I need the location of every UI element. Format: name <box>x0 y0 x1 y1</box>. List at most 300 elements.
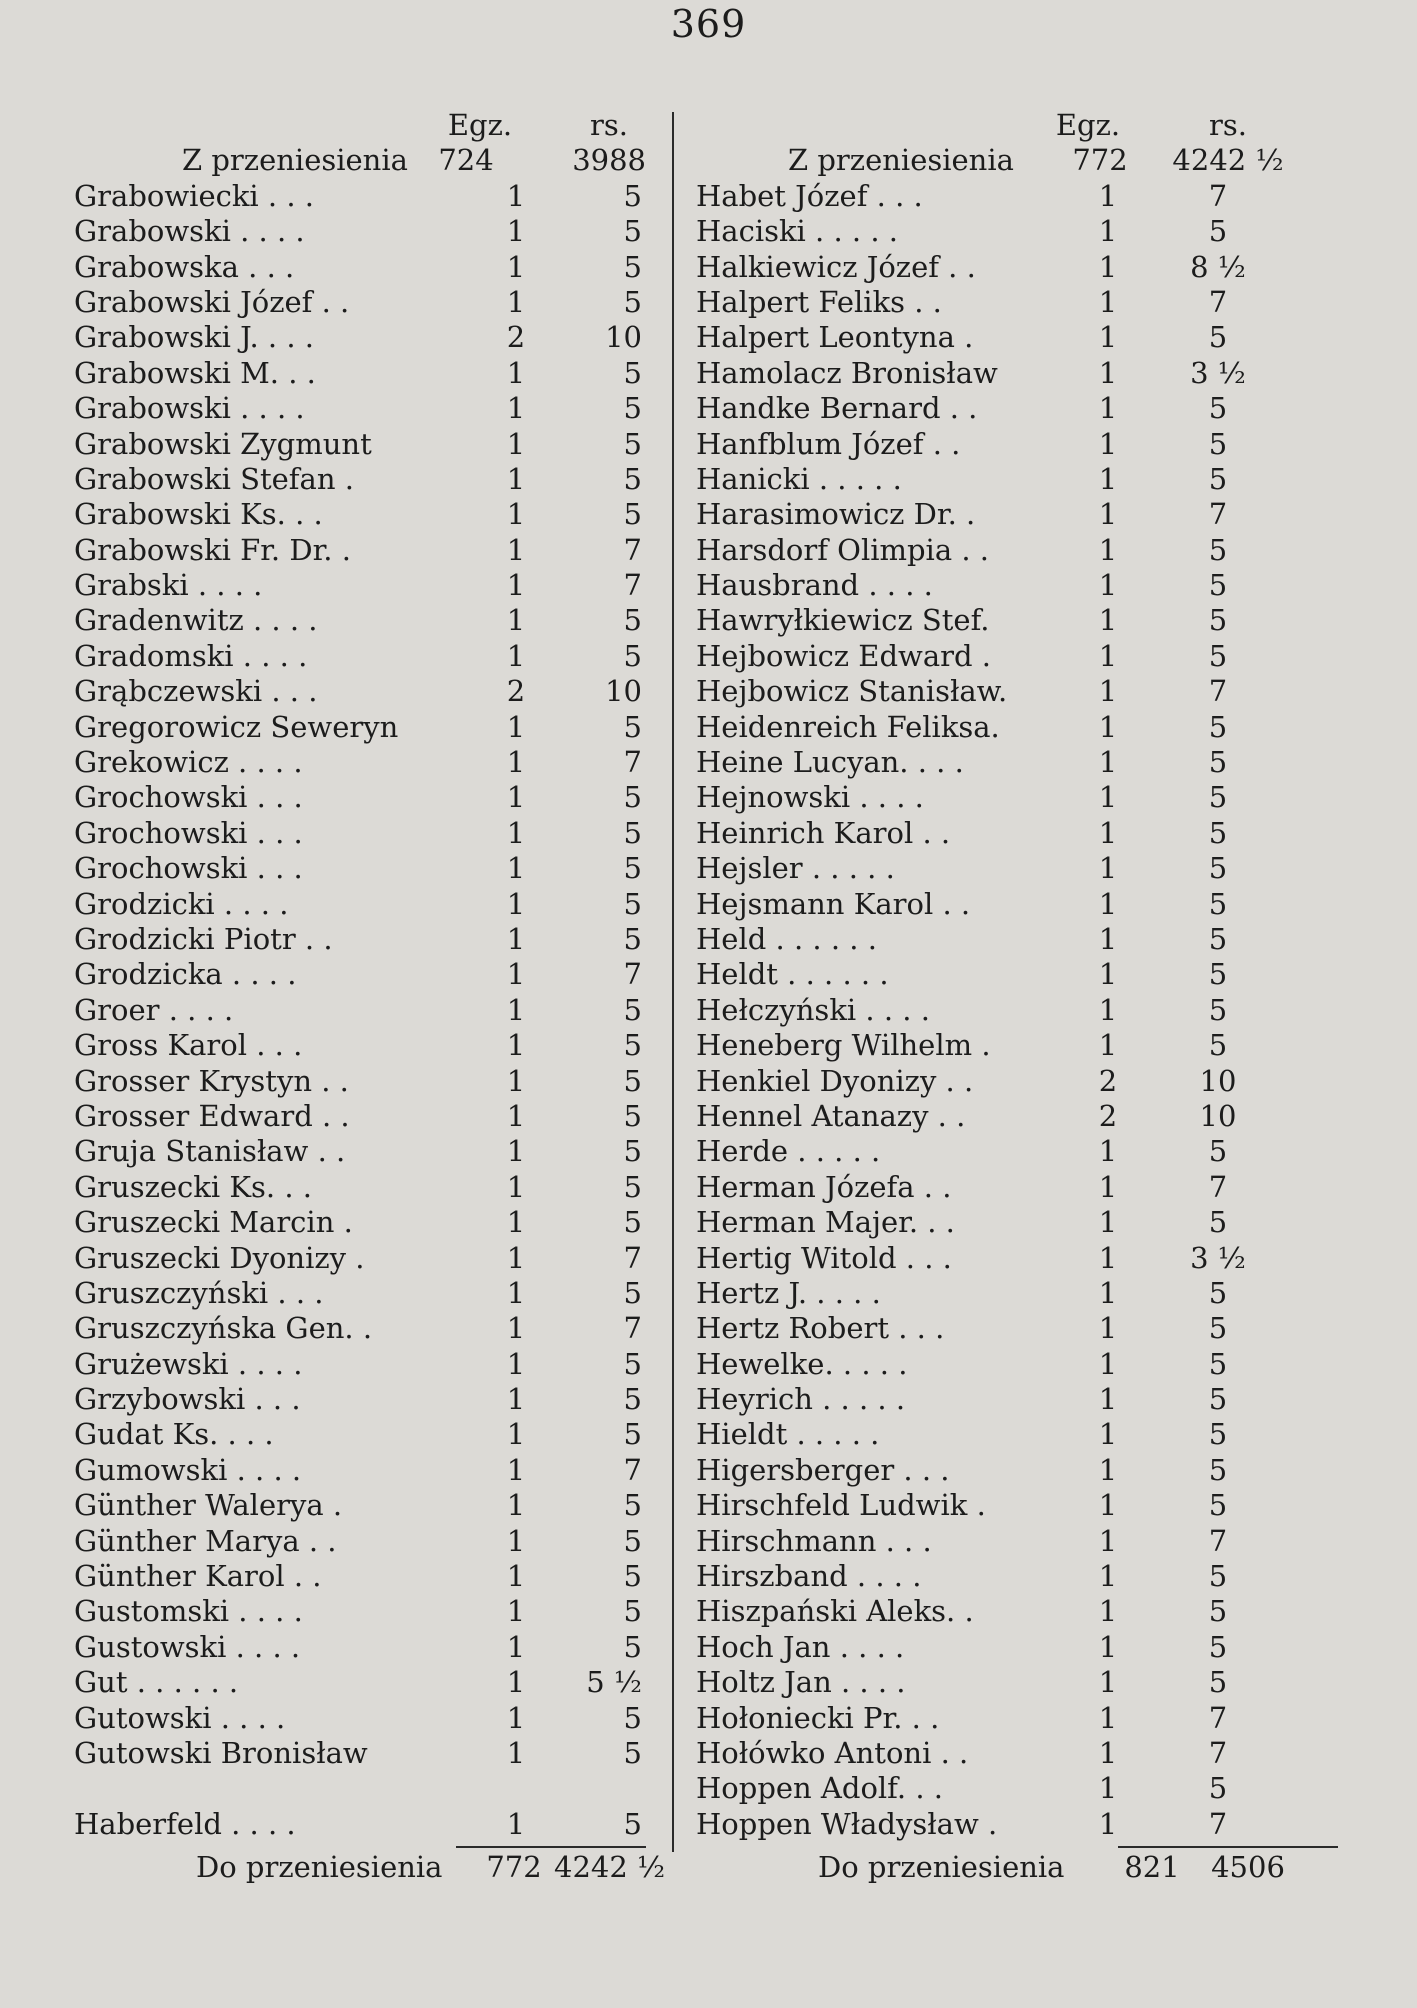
entry-rs: 7 <box>1208 178 1228 213</box>
list-item <box>66 1807 646 1842</box>
entry-rs: 5 <box>1208 1134 1228 1169</box>
entry-rs: 7 <box>623 568 642 603</box>
entry-rs: 7 <box>623 532 642 567</box>
entry-name: Grekowicz . . . . <box>74 745 303 780</box>
list-item <box>66 1665 646 1700</box>
entry-egz: 1 <box>1098 1665 1118 1700</box>
entry-egz: 1 <box>506 284 526 319</box>
list-item <box>66 285 646 320</box>
entry-egz: 1 <box>506 568 526 603</box>
entry-name: Grabowski Stefan . <box>74 461 354 496</box>
list-item <box>688 1311 1338 1346</box>
rs-heading: rs. <box>590 108 628 142</box>
entry-name: Gruja Stanisław . . <box>74 1134 346 1169</box>
entry-name: Hejbowicz Stanisław. <box>696 674 1008 709</box>
list-item <box>688 1807 1338 1842</box>
entry-rs: 10 <box>605 674 642 709</box>
entry-rs: 5 <box>1208 1417 1228 1452</box>
entry-name: Grabowski . . . . <box>74 391 305 426</box>
entry-rs: 7 <box>623 957 642 992</box>
entry-name: Grodzicki Piotr . . <box>74 921 333 956</box>
carry-out-label: Do przeniesienia <box>196 1850 443 1885</box>
entry-rs: 5 <box>1208 957 1228 992</box>
list-item <box>688 427 1338 462</box>
entry-rs: 10 <box>1199 1098 1237 1133</box>
list-item <box>66 1594 646 1629</box>
entry-name: Grabowska . . . <box>74 249 295 284</box>
entry-rs: 7 <box>623 1311 642 1346</box>
list-item <box>66 250 646 285</box>
entry-rs: 5 <box>623 1028 642 1063</box>
entry-name: Gruszczyńska Gen. . <box>74 1311 373 1346</box>
entry-rs: 7 <box>1208 1806 1228 1841</box>
list-item <box>688 639 1338 674</box>
entry-egz: 1 <box>1098 709 1118 744</box>
entry-name: Grabowski Zygmunt <box>74 426 372 461</box>
list-item <box>688 1099 1338 1134</box>
entry-rs: 5 <box>623 1346 642 1381</box>
entry-egz: 1 <box>506 1665 526 1700</box>
entry-rs: 5 <box>623 780 642 815</box>
entry-rs: 7 <box>1208 1169 1228 1204</box>
list-item <box>66 1630 646 1665</box>
entry-name: Hejsler . . . . . <box>696 851 895 886</box>
entry-egz: 1 <box>506 1275 526 1310</box>
entry-name: Gradenwitz . . . . <box>74 603 318 638</box>
entry-egz: 1 <box>506 886 526 921</box>
entry-rs: 5 <box>623 603 642 638</box>
entry-name: Habet Józef . . . <box>696 178 923 213</box>
column-header <box>688 108 1338 143</box>
list-item <box>66 1488 646 1523</box>
list-item <box>66 851 646 886</box>
entry-name: Günther Karol . . <box>74 1559 322 1594</box>
entry-egz: 1 <box>506 178 526 213</box>
entry-name: Heneberg Wilhelm . <box>696 1028 991 1063</box>
entry-rs: 5 <box>1208 1594 1228 1629</box>
entry-rs: 5 <box>1208 1452 1228 1487</box>
list-item <box>66 568 646 603</box>
entry-name: Gutowski . . . . <box>74 1700 286 1735</box>
carry-in-egz: 724 <box>438 143 494 178</box>
entry-egz: 1 <box>506 1452 526 1487</box>
list-item <box>688 1524 1338 1559</box>
entry-egz: 1 <box>1098 214 1118 249</box>
entry-egz: 1 <box>506 1382 526 1417</box>
entry-rs: 5 <box>623 1594 642 1629</box>
entry-rs: 5 <box>1208 1205 1228 1240</box>
entry-rs: 7 <box>1208 497 1228 532</box>
entry-name: Herman Majer. . . <box>696 1205 955 1240</box>
entry-egz: 1 <box>1098 568 1118 603</box>
entry-name: Hiszpański Aleks. . <box>696 1594 974 1629</box>
list-item <box>66 603 646 638</box>
entry-name: Grosser Edward . . <box>74 1098 350 1133</box>
entry-egz: 1 <box>1098 921 1118 956</box>
entry-rs: 5 <box>623 178 642 213</box>
entry-egz: 2 <box>506 320 526 355</box>
entry-name: Hanicki . . . . . <box>696 461 902 496</box>
entry-rs: 7 <box>1208 1735 1228 1770</box>
entry-rs: 5 <box>623 1735 642 1770</box>
left-column <box>66 108 666 1886</box>
entry-egz: 1 <box>506 1559 526 1594</box>
entry-rs: 5 <box>623 815 642 850</box>
entry-egz: 1 <box>506 426 526 461</box>
list-item <box>688 1453 1338 1488</box>
entry-rs: 5 <box>1208 1559 1228 1594</box>
entry-name: Halpert Feliks . . <box>696 284 942 319</box>
entry-egz: 1 <box>506 815 526 850</box>
entry-egz: 1 <box>506 1063 526 1098</box>
entry-rs: 5 <box>623 921 642 956</box>
list-item <box>688 674 1338 709</box>
blank-line <box>66 1771 646 1806</box>
entry-rs: 5 <box>623 1488 642 1523</box>
entry-rs: 5 <box>623 1205 642 1240</box>
entry-rs: 7 <box>1208 284 1228 319</box>
entry-name: Gruszecki Dyonizy . <box>74 1240 365 1275</box>
entry-name: Gruszecki Ks. . . <box>74 1169 312 1204</box>
entry-egz: 1 <box>1098 674 1118 709</box>
entry-egz: 1 <box>506 249 526 284</box>
carry-in-egz: 772 <box>1072 143 1128 178</box>
entry-rs: 5 <box>1208 1629 1228 1664</box>
entry-name: Higersberger . . . <box>696 1452 950 1487</box>
entry-rs: 5 <box>623 249 642 284</box>
entry-egz: 1 <box>506 1169 526 1204</box>
entry-egz: 1 <box>1098 178 1118 213</box>
entry-egz: 1 <box>506 497 526 532</box>
entry-rs: 5 <box>623 1629 642 1664</box>
entry-name: Grabowski Ks. . . <box>74 497 323 532</box>
entry-egz: 1 <box>1098 426 1118 461</box>
entry-rs: 5 <box>623 426 642 461</box>
entry-egz: 1 <box>1098 1452 1118 1487</box>
entry-egz: 1 <box>506 992 526 1027</box>
entry-egz: 1 <box>1098 1735 1118 1770</box>
entry-rs: 5 <box>1208 1382 1228 1417</box>
list-item <box>688 887 1338 922</box>
list-item <box>688 1594 1338 1629</box>
entry-rs: 5 <box>1208 1275 1228 1310</box>
entry-egz: 1 <box>1098 391 1118 426</box>
entry-name: Gruszecki Marcin . <box>74 1205 353 1240</box>
entry-egz: 1 <box>1098 461 1118 496</box>
list-item <box>66 1028 646 1063</box>
entry-egz: 2 <box>506 674 526 709</box>
entry-egz: 1 <box>506 709 526 744</box>
entry-egz: 1 <box>506 603 526 638</box>
entry-egz: 1 <box>506 921 526 956</box>
entry-egz: 1 <box>1098 1488 1118 1523</box>
entry-name: Hoch Jan . . . . <box>696 1629 905 1664</box>
entry-rs: 5 <box>1208 568 1228 603</box>
entry-rs: 5 <box>623 1275 642 1310</box>
entry-name: Herman Józefa . . <box>696 1169 952 1204</box>
entry-rs: 5 <box>1208 780 1228 815</box>
entry-name: Hewelke. . . . . <box>696 1346 908 1381</box>
entry-rs: 5 <box>1208 532 1228 567</box>
entry-rs: 5 <box>623 1806 642 1841</box>
list-item <box>688 922 1338 957</box>
entry-egz: 1 <box>1098 1240 1118 1275</box>
list-item <box>66 1205 646 1240</box>
list-item <box>66 745 646 780</box>
carry-out-row <box>688 1850 1338 1885</box>
list-item <box>688 710 1338 745</box>
list-item <box>688 1665 1338 1700</box>
entry-egz: 2 <box>1098 1098 1118 1133</box>
entry-rs: 5 <box>623 1169 642 1204</box>
entry-egz: 1 <box>506 1346 526 1381</box>
entry-egz: 1 <box>506 1134 526 1169</box>
list-item <box>688 1630 1338 1665</box>
entry-name: Grzybowski . . . <box>74 1382 301 1417</box>
list-item <box>688 816 1338 851</box>
entry-egz: 1 <box>1098 1523 1118 1558</box>
column-header <box>66 108 646 143</box>
list-item <box>688 1134 1338 1169</box>
entry-rs: 7 <box>1208 1523 1228 1558</box>
entry-egz: 1 <box>506 1523 526 1558</box>
list-item <box>66 533 646 568</box>
list-item <box>688 179 1338 214</box>
entry-rs: 10 <box>605 320 642 355</box>
entry-name: Harasimowicz Dr. . <box>696 497 976 532</box>
entry-name: Groer . . . . <box>74 992 234 1027</box>
entry-name: Hanfblum Józef . . <box>696 426 961 461</box>
list-item <box>66 356 646 391</box>
entry-rs: 5 <box>623 1417 642 1452</box>
list-item <box>688 993 1338 1028</box>
entry-egz: 1 <box>1098 1134 1118 1169</box>
entry-name: Hołówko Antoni . . <box>696 1735 969 1770</box>
entry-name: Heinrich Karol . . <box>696 815 951 850</box>
entry-rs: 5 ½ <box>586 1665 642 1700</box>
entry-egz: 1 <box>1098 1169 1118 1204</box>
list-item <box>688 780 1338 815</box>
entry-name: Hoppen Władysław . <box>696 1806 998 1841</box>
list-item <box>66 1559 646 1594</box>
entry-rs: 5 <box>1208 320 1228 355</box>
entry-rs: 5 <box>1208 214 1228 249</box>
entry-egz: 1 <box>506 1205 526 1240</box>
list-item <box>66 1524 646 1559</box>
carry-out-label: Do przeniesienia <box>818 1850 1065 1885</box>
list-item <box>688 356 1338 391</box>
entry-rs: 5 <box>623 497 642 532</box>
entry-rs: 5 <box>1208 1346 1228 1381</box>
entry-egz: 1 <box>506 1594 526 1629</box>
list-item <box>66 1064 646 1099</box>
entry-egz: 1 <box>1098 886 1118 921</box>
entry-egz: 1 <box>1098 355 1118 390</box>
entry-name: Grochowski . . . <box>74 851 303 886</box>
entry-egz: 1 <box>506 1311 526 1346</box>
entry-name: Hejsmann Karol . . <box>696 886 971 921</box>
entry-rs: 5 <box>1208 638 1228 673</box>
list-item <box>688 851 1338 886</box>
list-item <box>66 639 646 674</box>
entry-name: Harsdorf Olimpia . . <box>696 532 989 567</box>
entry-egz: 1 <box>1098 1594 1118 1629</box>
entry-name: Gut . . . . . . <box>74 1665 239 1700</box>
entry-egz: 1 <box>506 745 526 780</box>
entry-egz: 1 <box>506 1629 526 1664</box>
entry-egz: 1 <box>506 1240 526 1275</box>
entry-egz: 1 <box>1098 284 1118 319</box>
list-item <box>688 1170 1338 1205</box>
list-item <box>66 993 646 1028</box>
carry-in-label: Z przeniesienia <box>182 143 408 178</box>
list-item <box>66 1453 646 1488</box>
entry-name: Grodzicki . . . . <box>74 886 289 921</box>
entry-name: Grabowiecki . . . <box>74 178 315 213</box>
entry-rs: 5 <box>623 709 642 744</box>
entry-rs: 5 <box>623 886 642 921</box>
entry-name: Handke Bernard . . <box>696 391 978 426</box>
list-item <box>688 1382 1338 1417</box>
entry-name: Grochowski . . . <box>74 780 303 815</box>
entry-rs: 5 <box>623 1382 642 1417</box>
entry-rs: 5 <box>623 1134 642 1169</box>
list-item <box>688 1064 1338 1099</box>
entry-rs: 7 <box>623 1240 642 1275</box>
entry-egz: 1 <box>1098 1311 1118 1346</box>
entry-egz: 1 <box>506 461 526 496</box>
list-item <box>688 1347 1338 1382</box>
entry-rs: 8 ½ <box>1190 249 1246 284</box>
list-item <box>66 1382 646 1417</box>
entry-egz: 1 <box>506 638 526 673</box>
list-item <box>66 887 646 922</box>
entry-name: Grochowski . . . <box>74 815 303 850</box>
entry-name: Herde . . . . . <box>696 1134 881 1169</box>
entry-rs: 7 <box>1208 674 1228 709</box>
entry-rs: 5 <box>1208 426 1228 461</box>
carry-in-row <box>688 143 1338 178</box>
list-item <box>688 568 1338 603</box>
list-item <box>688 1028 1338 1063</box>
list-item <box>66 462 646 497</box>
entry-rs: 5 <box>1208 1488 1228 1523</box>
list-item <box>688 1417 1338 1452</box>
entry-egz: 1 <box>506 851 526 886</box>
entry-name: Gruszczyński . . . <box>74 1275 324 1310</box>
carry-in-rs: 4242 ½ <box>1172 143 1284 178</box>
entry-egz: 1 <box>1098 497 1118 532</box>
entry-name: Gudat Ks. . . . <box>74 1417 274 1452</box>
entry-name: Grabowski Józef . . <box>74 284 350 319</box>
entry-name: Heyrich . . . . . <box>696 1382 906 1417</box>
list-item <box>688 1205 1338 1240</box>
entry-egz: 1 <box>1098 1700 1118 1735</box>
entry-rs: 5 <box>1208 391 1228 426</box>
entry-egz: 1 <box>1098 1028 1118 1063</box>
list-item <box>688 214 1338 249</box>
list-item <box>688 1736 1338 1771</box>
entry-egz: 1 <box>506 1735 526 1770</box>
entry-egz: 1 <box>1098 1806 1118 1841</box>
entry-egz: 1 <box>506 214 526 249</box>
entry-rs: 5 <box>623 1063 642 1098</box>
entry-egz: 1 <box>506 1098 526 1133</box>
entry-rs: 3 ½ <box>1190 1240 1246 1275</box>
entry-name: Heine Lucyan. . . . <box>696 745 964 780</box>
entry-name: Gregorowicz Seweryn <box>74 709 399 744</box>
entry-name: Hołoniecki Pr. . . <box>696 1700 940 1735</box>
entry-rs: 5 <box>1208 461 1228 496</box>
entry-name: Gross Karol . . . <box>74 1028 303 1063</box>
entry-egz: 1 <box>1098 851 1118 886</box>
entry-name: Grabowski Fr. Dr. . <box>74 532 351 567</box>
carry-out-rs: 4242 ½ <box>554 1850 666 1885</box>
carry-in-label: Z przeniesienia <box>788 143 1014 178</box>
entry-rs: 5 <box>1208 1665 1228 1700</box>
entry-name: Heldt . . . . . . <box>696 957 889 992</box>
list-item <box>688 497 1338 532</box>
list-item <box>688 603 1338 638</box>
entry-name: Gustowski . . . . <box>74 1629 301 1664</box>
entry-name: Hertz J. . . . . <box>696 1275 881 1310</box>
entry-name: Grąbczewski . . . <box>74 674 318 709</box>
entry-egz: 1 <box>506 1700 526 1735</box>
entry-egz: 1 <box>506 355 526 390</box>
entry-rs: 5 <box>1208 992 1228 1027</box>
entry-name: Günther Walerya . <box>74 1488 343 1523</box>
entry-egz: 1 <box>1098 1382 1118 1417</box>
list-item <box>66 497 646 532</box>
entry-name: Hertig Witold . . . <box>696 1240 952 1275</box>
total-rule <box>1118 1846 1338 1848</box>
list-item <box>688 1559 1338 1594</box>
entry-rs: 5 <box>623 461 642 496</box>
entry-rs: 5 <box>1208 745 1228 780</box>
entry-rs: 5 <box>623 391 642 426</box>
list-item <box>66 1701 646 1736</box>
entry-rs: 7 <box>623 1452 642 1487</box>
entry-name: Grodzicka . . . . <box>74 957 297 992</box>
list-item <box>66 1347 646 1382</box>
entry-name: Grabowski . . . . <box>74 214 305 249</box>
list-item <box>66 922 646 957</box>
list-item <box>66 816 646 851</box>
entry-name: Halpert Leontyna . <box>696 320 974 355</box>
column-divider <box>672 112 674 1852</box>
entry-name: Heidenreich Feliksa. <box>696 709 1000 744</box>
list-item <box>688 391 1338 426</box>
page-number: 369 <box>670 2 747 46</box>
entry-name: Hirschfeld Ludwik . <box>696 1488 986 1523</box>
list-item <box>688 320 1338 355</box>
list-item <box>688 250 1338 285</box>
entry-name: Hoppen Adolf. . . <box>696 1771 943 1806</box>
entry-name: Günther Marya . . <box>74 1523 337 1558</box>
list-item <box>66 1241 646 1276</box>
entry-rs: 5 <box>623 284 642 319</box>
entry-rs: 5 <box>623 1523 642 1558</box>
entry-name: Grabowski J. . . . <box>74 320 315 355</box>
entry-name: Hełczyński . . . . <box>696 992 930 1027</box>
entry-egz: 1 <box>506 1417 526 1452</box>
list-item <box>66 1736 646 1771</box>
entry-rs: 5 <box>623 851 642 886</box>
carry-in-rs: 3988 <box>572 143 646 178</box>
list-item <box>688 745 1338 780</box>
entry-egz: 1 <box>1098 320 1118 355</box>
entry-name: Gradomski . . . . <box>74 638 308 673</box>
